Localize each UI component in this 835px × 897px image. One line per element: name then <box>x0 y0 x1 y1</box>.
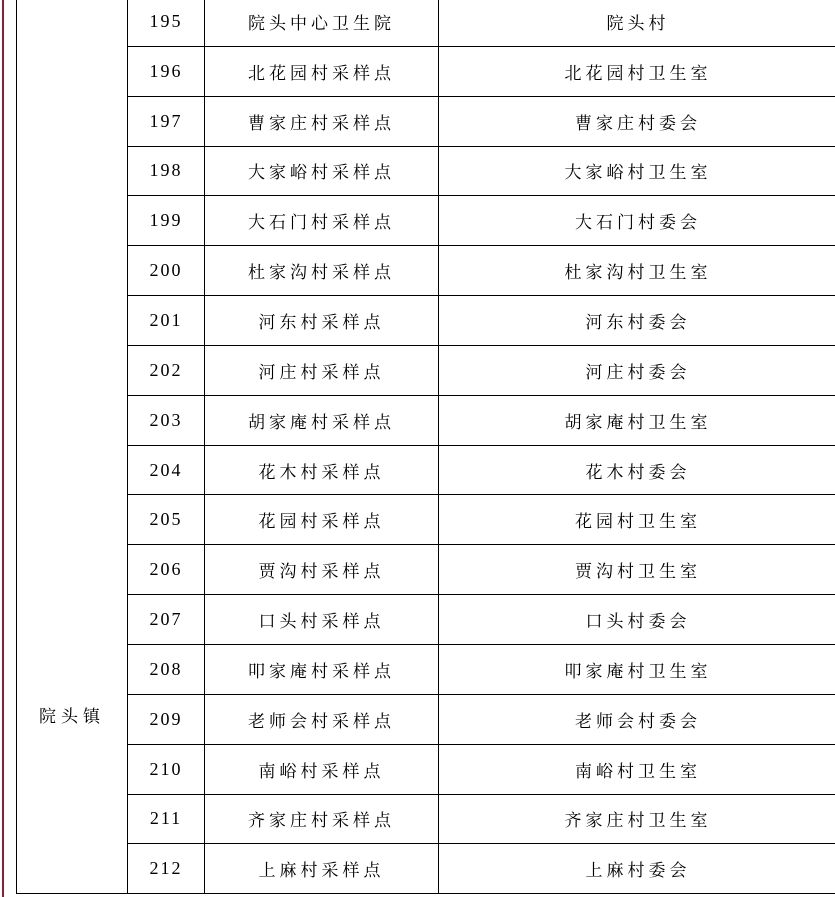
row-number-cell <box>128 445 205 495</box>
sampling-site-name: 大石门村采样点 <box>248 213 395 233</box>
sampling-site-cell <box>205 744 439 794</box>
table-row <box>17 644 835 694</box>
table-row <box>17 46 835 96</box>
location-name: 上麻村委会 <box>585 861 691 881</box>
sampling-site-name: 北花园村采样点 <box>248 63 395 83</box>
location-name: 大家峪村卫生室 <box>564 163 712 183</box>
row-number: 205 <box>149 509 183 530</box>
location-cell <box>439 844 835 894</box>
table-row <box>17 395 835 445</box>
table-row <box>17 844 835 894</box>
sampling-site-name: 胡家庵村采样点 <box>248 412 395 432</box>
row-number: 201 <box>149 309 183 330</box>
table-body <box>17 0 835 894</box>
sampling-site-name: 南峪村采样点 <box>258 761 385 781</box>
table-row <box>17 445 835 495</box>
location-name: 花木村委会 <box>585 462 691 482</box>
sampling-site-name: 河庄村采样点 <box>258 362 385 382</box>
location-cell <box>439 196 835 246</box>
location-name: 老师会村委会 <box>575 711 701 731</box>
table-row <box>17 495 835 545</box>
sampling-site-name: 花木村采样点 <box>258 462 385 482</box>
table-row <box>17 96 835 146</box>
table-row <box>17 246 835 296</box>
row-number: 206 <box>149 559 183 580</box>
table-row <box>17 744 835 794</box>
row-number: 199 <box>149 210 183 231</box>
location-cell <box>439 495 835 545</box>
sampling-site-cell <box>205 445 439 495</box>
location-cell <box>439 46 835 96</box>
location-cell <box>439 744 835 794</box>
row-number: 208 <box>149 658 183 679</box>
location-name: 河东村委会 <box>585 312 691 332</box>
sampling-site-cell <box>205 0 439 46</box>
table-row <box>17 0 835 46</box>
location-name: 曹家庄村委会 <box>575 113 701 133</box>
sampling-site-name: 曹家庄村采样点 <box>248 113 395 133</box>
sampling-site-cell <box>205 595 439 645</box>
row-number-cell <box>128 296 205 346</box>
sampling-site-name: 院头中心卫生院 <box>248 13 395 33</box>
sampling-site-name: 贾沟村采样点 <box>258 562 385 582</box>
town-cell <box>17 0 128 894</box>
location-name: 叩家庵村卫生室 <box>564 661 712 681</box>
location-cell <box>439 96 835 146</box>
sampling-site-name: 杜家沟村采样点 <box>248 263 395 283</box>
sampling-site-cell <box>205 545 439 595</box>
table-row <box>17 595 835 645</box>
table-row <box>17 794 835 844</box>
location-name: 南峪村卫生室 <box>575 761 701 781</box>
sampling-site-name: 口头村采样点 <box>258 612 385 632</box>
sampling-site-cell <box>205 395 439 445</box>
sampling-site-name: 上麻村采样点 <box>258 861 385 881</box>
location-cell <box>439 445 835 495</box>
sampling-site-name: 花园村采样点 <box>258 512 385 532</box>
row-number: 200 <box>149 260 183 281</box>
sampling-site-name: 大家峪村采样点 <box>248 163 395 183</box>
row-number-cell <box>128 246 205 296</box>
table-row <box>17 196 835 246</box>
row-number-cell <box>128 46 205 96</box>
sampling-sites-table <box>16 0 835 894</box>
row-number-cell <box>128 96 205 146</box>
row-number-cell <box>128 0 205 46</box>
row-number: 197 <box>149 110 183 131</box>
location-cell <box>439 694 835 744</box>
row-number-cell <box>128 744 205 794</box>
location-cell <box>439 296 835 346</box>
location-cell <box>439 545 835 595</box>
row-number-cell <box>128 495 205 545</box>
sampling-site-cell <box>205 794 439 844</box>
sampling-site-cell <box>205 495 439 545</box>
location-name: 大石门村委会 <box>575 213 701 233</box>
row-number: 211 <box>149 808 183 829</box>
row-number: 204 <box>149 459 183 480</box>
row-number: 195 <box>149 10 183 31</box>
location-cell <box>439 395 835 445</box>
row-number: 196 <box>149 60 183 81</box>
sampling-site-cell <box>205 644 439 694</box>
row-number-cell <box>128 395 205 445</box>
table-row <box>17 345 835 395</box>
row-number-cell <box>128 794 205 844</box>
location-name: 北花园村卫生室 <box>564 63 712 83</box>
location-cell <box>439 146 835 196</box>
row-number-cell <box>128 595 205 645</box>
table-row <box>17 545 835 595</box>
location-name: 花园村卫生室 <box>575 512 701 532</box>
row-number-cell <box>128 644 205 694</box>
location-name: 口头村委会 <box>585 612 691 632</box>
location-name: 杜家沟村卫生室 <box>564 263 712 283</box>
sampling-site-cell <box>205 694 439 744</box>
row-number-cell <box>128 694 205 744</box>
table-row <box>17 296 835 346</box>
table-row <box>17 146 835 196</box>
sampling-site-cell <box>205 96 439 146</box>
location-cell <box>439 644 835 694</box>
location-cell <box>439 246 835 296</box>
location-name: 胡家庵村卫生室 <box>564 412 712 432</box>
sampling-site-cell <box>205 196 439 246</box>
row-number: 198 <box>149 160 183 181</box>
location-cell <box>439 595 835 645</box>
location-name: 院头村 <box>606 13 670 33</box>
sampling-site-cell <box>205 844 439 894</box>
row-number-cell <box>128 345 205 395</box>
row-number: 207 <box>149 609 183 630</box>
location-cell <box>439 345 835 395</box>
row-number-cell <box>128 196 205 246</box>
row-number: 212 <box>149 858 183 879</box>
sampling-site-name: 叩家庵村采样点 <box>248 661 395 681</box>
sampling-site-name: 齐家庄村采样点 <box>248 811 395 831</box>
location-name: 贾沟村卫生室 <box>575 562 701 582</box>
page-left-border <box>2 0 4 897</box>
row-number-cell <box>128 844 205 894</box>
table-row <box>17 694 835 744</box>
sampling-site-cell <box>205 246 439 296</box>
sampling-site-name: 河东村采样点 <box>258 312 385 332</box>
sampling-site-cell <box>205 345 439 395</box>
row-number: 210 <box>149 758 183 779</box>
row-number: 202 <box>149 359 183 380</box>
row-number-cell <box>128 545 205 595</box>
sampling-site-name: 老师会村采样点 <box>248 711 395 731</box>
row-number: 209 <box>149 708 183 729</box>
location-cell <box>439 0 835 46</box>
location-name: 河庄村委会 <box>585 362 691 382</box>
location-cell <box>439 794 835 844</box>
location-name: 齐家庄村卫生室 <box>564 811 712 831</box>
row-number-cell <box>128 146 205 196</box>
sampling-site-cell <box>205 296 439 346</box>
row-number: 203 <box>149 409 183 430</box>
town-label: 院头镇 <box>39 707 105 726</box>
sampling-site-cell <box>205 46 439 96</box>
sampling-site-cell <box>205 146 439 196</box>
